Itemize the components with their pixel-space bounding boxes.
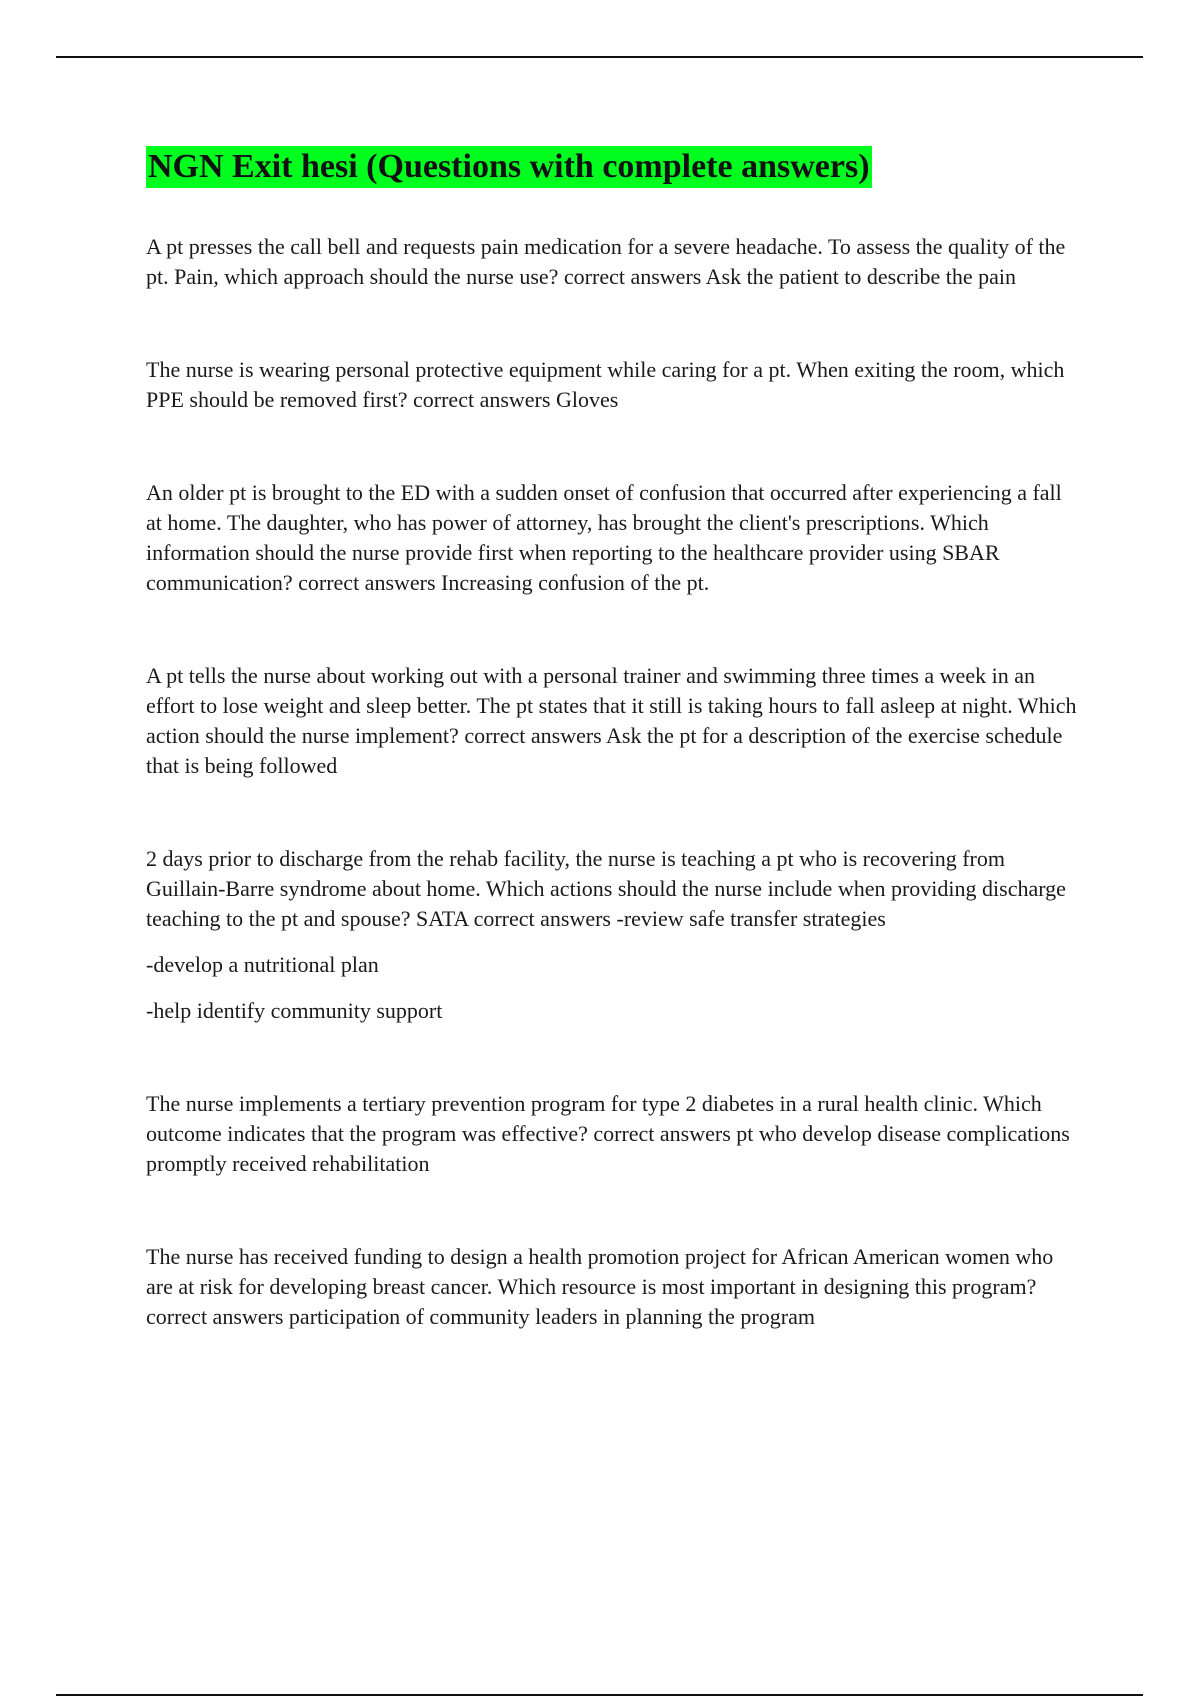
document-body [146, 146, 1080, 1395]
answer-option: -help identify community support [146, 998, 443, 1023]
question-text: A pt presses the call bell and requests pain medication for a severe headache. To assess the quality of the pt. Pain, which approach should the nurse use? correct answers Ask the patient to describe the pain [146, 234, 1066, 289]
question-item [146, 232, 1080, 292]
top-rule [56, 56, 1143, 58]
question-list [146, 232, 1080, 1332]
question-text: An older pt is brought to the ED with a sudden onset of confusion that occurred after experiencing a fall at home. The daughter, who has power of attorney, has brought the client's prescriptions. Which information should the nurse provide first when reporting to the healthcare provider using SBAR communication? correct answers Increasing confusion of the pt. [146, 480, 1062, 595]
question-text: The nurse implements a tertiary prevention program for type 2 diabetes in a rural health clinic. Which outcome indicates that the program was effective? correct answers pt who develop disease complications promptly received rehabilitation [146, 1091, 1070, 1176]
bottom-rule [56, 1694, 1143, 1696]
document-title: NGN Exit hesi (Questions with complete answers) [146, 146, 872, 188]
question-text: The nurse has received funding to design a health promotion project for African American women who are at risk for developing breast cancer. Which resource is most important in designing this program? correct answers participation of community leaders in planning the program [146, 1244, 1054, 1329]
question-text: A pt tells the nurse about working out with a personal trainer and swimming three times a week in an effort to lose weight and sleep better. The pt states that it still is taking hours to fall asleep at night. Which action should the nurse implement? correct answers Ask the pt for a description of the exercise schedule that is being followed [146, 663, 1077, 778]
question-text: 2 days prior to discharge from the rehab facility, the nurse is teaching a pt who is recovering from Guillain-Barre syndrome about home. Which actions should the nurse include when providing discharge teaching to the pt and spouse? SATA correct answers -review safe transfer strategies [146, 846, 1066, 931]
question-text: The nurse is wearing personal protective equipment while caring for a pt. When exiting the room, which PPE should be removed first? correct answers Gloves [146, 357, 1065, 412]
question-item [146, 1089, 1080, 1179]
question-item [146, 355, 1080, 415]
question-item [146, 478, 1080, 598]
question-item [146, 661, 1080, 781]
question-item [146, 1242, 1080, 1332]
question-item [146, 844, 1080, 1026]
answer-option: -develop a nutritional plan [146, 952, 379, 977]
